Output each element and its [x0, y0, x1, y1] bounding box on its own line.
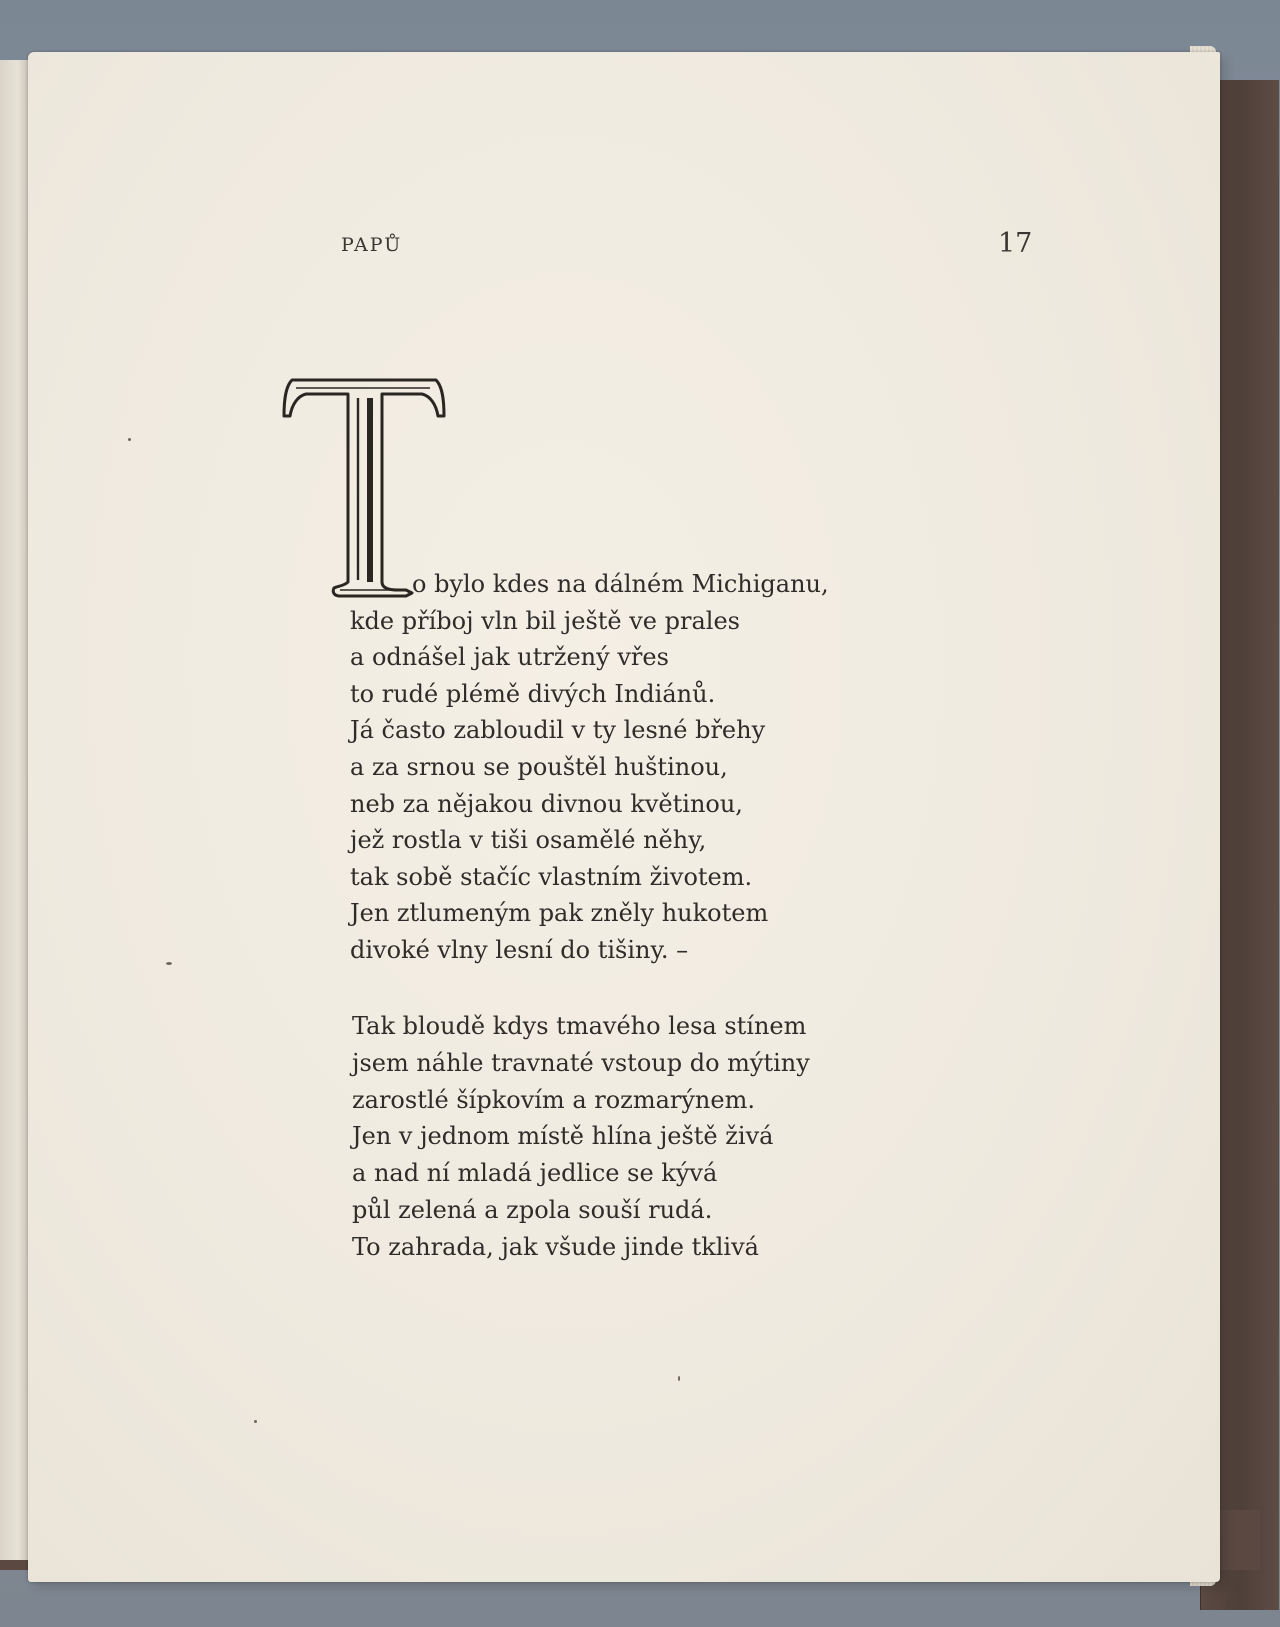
- poem-line: jež rostla v tiši osamělé něhy,: [350, 826, 707, 855]
- poem-line: To zahrada, jak všude jinde tklivá: [352, 1232, 759, 1261]
- poem-line: divoké vlny lesní do tišiny. –: [350, 935, 689, 964]
- poem-line: Tak bloudě kdys tmavého lesa stínem: [352, 1012, 807, 1040]
- poem-line: Já často zabloudil v ty lesné břehy: [350, 716, 766, 745]
- paper-speck: [254, 1420, 257, 1423]
- poem-line: zarostlé šípkovím a rozmarýnem.: [352, 1085, 755, 1114]
- poem-line: tak sobě stačíc vlastním životem.: [350, 862, 753, 891]
- poem-line: půl zelená a zpola souší rudá.: [352, 1195, 713, 1224]
- poem-line: to rudé plémě divých Indiánů.: [350, 679, 716, 708]
- poem-stanza-2: [352, 1008, 810, 1266]
- poem-line: a nad ní mladá jedlice se kývá: [352, 1159, 718, 1188]
- poem-line: jsem náhle travnaté vstoup do mýtiny: [352, 1048, 810, 1077]
- paper-speck: [128, 438, 131, 441]
- poem-line: Jen v jednom místě hlína ještě živá: [352, 1122, 774, 1151]
- poem-stanza-1: [350, 566, 829, 969]
- poem-line: o bylo kdes na dálném Michiganu,: [412, 570, 829, 598]
- poem-line: kde příboj vln bil ještě ve prales: [350, 606, 740, 635]
- poem-line: a odnášel jak utržený vřes: [350, 643, 669, 672]
- poem-line: Jen ztlumeným pak zněly hukotem: [350, 899, 769, 928]
- paper-speck: [166, 962, 172, 965]
- page-number: 17: [998, 228, 1033, 259]
- paper-speck: [678, 1376, 680, 1381]
- poem-line: a za srnou se pouštěl huštinou,: [350, 752, 728, 781]
- poem-line: neb za nějakou divnou květinou,: [350, 789, 743, 818]
- running-head: PAPŮ: [341, 234, 403, 256]
